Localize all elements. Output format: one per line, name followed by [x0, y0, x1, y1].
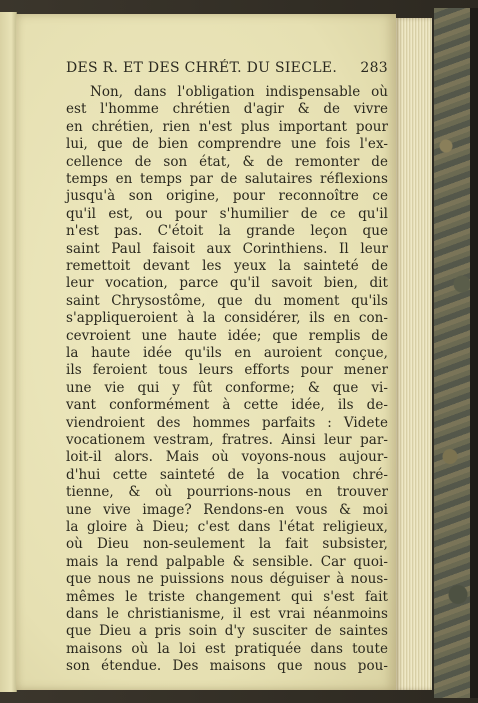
text-line: qu'il est, ou pour s'humilier de ce qu'il	[66, 205, 388, 222]
text-line: que nous ne puissions nous déguiser à nous-	[66, 571, 388, 588]
cover-edge	[470, 8, 478, 698]
text-line: Non, dans l'obligation indispensable où	[90, 84, 388, 100]
text-line: vant conformément à cette idée, ils de-	[66, 397, 388, 414]
text-line: où Dieu non-seulement la fait subsister,	[66, 536, 388, 553]
text-line: une vive image? Rendons-en vous & moi	[66, 501, 388, 518]
text-line: lui, que de bien comprendre une fois l'ex-	[66, 136, 388, 153]
text-line: la gloire à Dieu; c'est dans l'état religieux,	[66, 519, 388, 535]
text-line: cevroient une haute idée; que remplis de	[66, 327, 388, 344]
text-line: mais la rend palpable & sensible. Car quoi-	[66, 553, 388, 570]
text-line: saint Paul faisoit aux Corinthiens. Il leur	[66, 240, 388, 257]
text-line: dans le christianisme, il est vrai néanmoins	[66, 606, 388, 622]
marbled-cover	[432, 8, 474, 698]
text-line: une vie qui y fût conforme; & que vi-	[66, 379, 388, 396]
text-line: d'hui cette sainteté de la vocation chré-	[66, 466, 388, 483]
text-line: cellence de son état, & de remonter de	[66, 153, 388, 170]
text-line: temps en temps par de salutaires réflexions	[66, 171, 388, 187]
running-head-title: DES R. ET DES CHRÉT. DU SIECLE.	[66, 60, 338, 76]
text-line: remettoit devant les yeux la sainteté de	[66, 258, 388, 274]
text-line: mêmes le triste changement qui s'est fait	[66, 588, 388, 605]
page-number: 283	[360, 60, 388, 76]
page-edges	[396, 18, 432, 690]
text-line: vocationem vestram, fratres. Ainsi leur par-	[66, 432, 388, 448]
text-line: que Dieu a pris soin d'y susciter de saintes	[66, 623, 388, 640]
text-line: saint Chrysostôme, que du moment qu'ils	[66, 292, 388, 309]
text-line: ils feroient tous leurs efforts pour mener	[66, 362, 388, 379]
text-line: est l'homme chrétien d'agir & de vivre	[66, 101, 388, 118]
text-line: leur vocation, parce qu'il savoit bien, dit	[66, 275, 388, 292]
text-line: tienne, & où pourrions-nous en trouver	[66, 484, 388, 501]
text-line: s'appliqueroient à la considérer, ils en con-	[66, 310, 388, 327]
running-head	[66, 60, 388, 82]
text-line: la haute idée qu'ils en auroient conçue,	[66, 345, 388, 361]
text-line: loit-il alors. Mais où voyons-nous aujour-	[66, 449, 388, 466]
text-line: jusqu'à son origine, pour reconnoître ce	[66, 188, 388, 205]
left-page-edge	[0, 12, 17, 692]
text-line: n'est pas. C'étoit la grande leçon que	[66, 223, 388, 240]
text-line: en chrétien, rien n'est plus important pour	[66, 118, 388, 135]
text-line: son étendue. Des maisons que nous pou-	[66, 658, 388, 675]
text-line: viendroient des hommes parfaits : Videte	[66, 414, 388, 431]
text-line: maisons où la loi est pratiquée dans toute	[66, 640, 388, 657]
